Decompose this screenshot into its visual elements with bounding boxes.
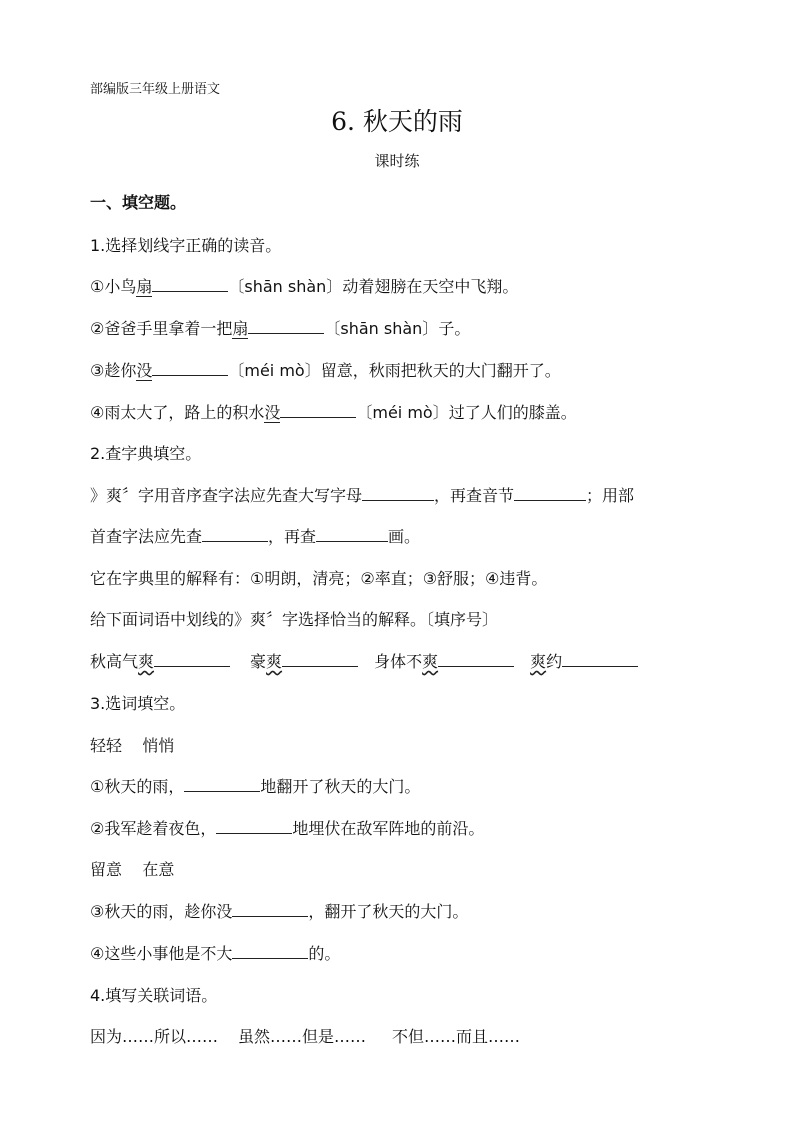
underlined-char: 没 (136, 361, 153, 380)
q3-sentence-1: ①秋天的雨， 地翻开了秋天的大门。 (90, 777, 421, 796)
conjunction-option: 不但……而且…… (392, 1027, 521, 1046)
q2-line-4: 给下面词语中划线的》爽〞字选择恰当的解释。〔填序号〕 (90, 610, 499, 629)
document-header: 部编版三年级上册语文 (90, 82, 221, 97)
answer-blank[interactable] (184, 777, 260, 792)
answer-blank[interactable] (316, 527, 388, 542)
q2-line-3: 它在字典里的解释有：①明朗，清亮；②率直；③舒服；④违背。 (90, 569, 548, 588)
underlined-char: 爽 (422, 652, 439, 671)
answer-blank[interactable] (232, 902, 308, 917)
answer-blank[interactable] (232, 944, 308, 959)
q2-line-1: 》爽〞字用音序查字法应先查大写字母 ，再查音节 ；用部 (90, 486, 635, 505)
q1-title: 1.选择划线字正确的读音。 (90, 236, 282, 255)
q2-words: 秋高气爽 豪爽 身体不爽 爽约 (90, 649, 638, 672)
underlined-char: 没 (264, 403, 281, 422)
answer-blank[interactable] (152, 361, 228, 376)
q3-title: 3.选词填空。 (90, 694, 186, 713)
conjunction-option: 因为……所以…… (90, 1027, 219, 1046)
answer-blank[interactable] (514, 486, 586, 501)
answer-blank[interactable] (154, 652, 230, 667)
underlined-char: 爽 (138, 652, 155, 671)
lesson-title: 6. 秋天的雨 (331, 107, 463, 136)
q1-item-1: ①小鸟扇 〔shān shàn〕动着翅膀在天空中飞翔。 (90, 277, 519, 296)
answer-blank[interactable] (202, 527, 268, 542)
q3-word-group-2: 留意 在意 (90, 860, 175, 879)
q1-item-3: ③趁你没 〔méi mò〕留意，秋雨把秋天的大门翻开了。 (90, 361, 561, 380)
q3-sentence-2: ②我军趁着夜色， 地埋伏在敌军阵地的前沿。 (90, 819, 485, 838)
underlined-char: 扇 (232, 319, 249, 338)
answer-blank[interactable] (362, 486, 434, 501)
q1-item-4: ④雨太大了，路上的积水没 〔méi mò〕过了人们的膝盖。 (90, 403, 577, 422)
lesson-subtitle: 课时练 (374, 152, 420, 170)
answer-blank[interactable] (438, 652, 514, 667)
q3-word-group-1: 轻轻 悄悄 (90, 736, 175, 755)
q3-sentence-4: ④这些小事他是不大 的。 (90, 944, 341, 963)
answer-blank[interactable] (152, 277, 228, 292)
underlined-char: 爽 (530, 652, 547, 671)
section-heading: 一、填空题。 (90, 193, 187, 212)
conjunction-option: 虽然……但是…… (238, 1027, 367, 1046)
answer-blank[interactable] (280, 403, 356, 418)
underlined-char: 爽 (266, 652, 283, 671)
q2-line-2: 首查字法应先查 ，再查 画。 (90, 527, 421, 546)
q3-sentence-3: ③秋天的雨，趁你没 ，翻开了秋天的大门。 (90, 902, 469, 921)
q4-options (90, 1024, 520, 1047)
q4-title: 4.填写关联词语。 (90, 986, 218, 1005)
underlined-char: 扇 (136, 277, 153, 296)
q1-item-2: ②爸爸手里拿着一把扇 〔shān shàn〕子。 (90, 319, 471, 338)
answer-blank[interactable] (248, 319, 324, 334)
q2-title: 2.查字典填空。 (90, 444, 202, 463)
answer-blank[interactable] (562, 652, 638, 667)
answer-blank[interactable] (216, 819, 292, 834)
answer-blank[interactable] (282, 652, 358, 667)
